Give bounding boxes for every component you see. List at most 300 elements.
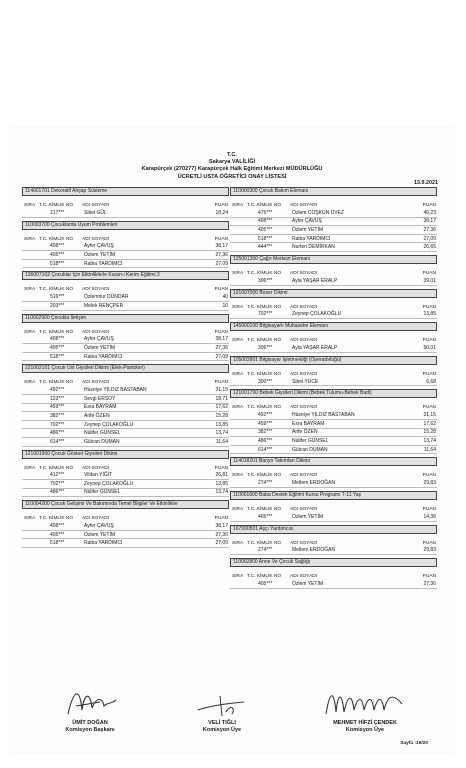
table-header-row (230, 500, 437, 513)
header-adi-soyadi: ADI SOYADI (290, 270, 318, 276)
course-title: 125001300 Çağrı Merkezi Elemanı (230, 255, 437, 264)
table-row (230, 429, 437, 438)
header-sira: SIRA (232, 506, 244, 512)
course-title: 110002800 Anne Ve Çocuk Sağlığı (230, 558, 437, 567)
adi-soyadi: Ayfer ÇAVUŞ (84, 523, 114, 530)
header-puan: PUAN (214, 516, 228, 522)
header-adi-soyadi: ADI SOYADI (290, 473, 318, 479)
header-puan: PUAN (422, 371, 436, 377)
table-row (22, 480, 229, 489)
table-header-row (230, 264, 437, 277)
header-line-3: Karapürçek (270277) Karapürçek Halk Eğitimi Merkezi MÜDÜRLÜĞÜ (141, 166, 323, 173)
header-sira: SIRA (24, 465, 36, 471)
tc-kimlik-no: 300*** (258, 378, 273, 385)
puan-value: 11,64 (215, 438, 228, 445)
course-section (22, 187, 229, 218)
table-header-row (230, 398, 437, 411)
header-adi-soyadi: ADI SOYADI (82, 203, 110, 208)
tc-kimlik-no: 405*** (50, 251, 65, 258)
adi-soyadi: Meltem ERDOĞAN (292, 480, 336, 487)
table-row (230, 226, 437, 235)
adi-soyadi: Özlem YETİM (84, 251, 116, 258)
header-adi-soyadi: ADI SOYADI (82, 236, 110, 242)
header-adi-soyadi: ADI SOYADI (290, 203, 318, 208)
header-tc-kimlik-no: T.C. KİMLİK NO (247, 506, 282, 512)
table-row (22, 438, 229, 447)
puan-value: 14,36 (423, 513, 436, 520)
course-section (22, 500, 229, 548)
table-row (22, 404, 229, 413)
signatory-role-3: Komisyon Üye (345, 727, 385, 733)
puan-value: 31,15 (215, 387, 228, 394)
adi-soyadi: Özlem COŞKUN ÜVEZ (292, 209, 344, 216)
adi-soyadi: Rabia YARDIMCI (84, 540, 123, 547)
tc-kimlik-no: 518*** (50, 260, 65, 267)
puan-value: 18,71 (215, 395, 228, 402)
header-puan: PUAN (422, 338, 436, 344)
table-row (22, 302, 229, 311)
course-title: 110003700 Çocuklarda Uyum Problemleri (22, 221, 229, 230)
course-title: 110002900 Çocukla İletişim (22, 314, 229, 323)
table-header-row (22, 509, 229, 522)
puan-value: 27,36 (215, 344, 228, 351)
table-row (22, 243, 229, 252)
header-tc-kimlik-no: T.C. KİMLİK NO (247, 540, 282, 546)
table-row (230, 580, 437, 589)
puan-value: 13,74 (215, 430, 228, 437)
header-tc-kimlik-no: T.C. KİMLİK NO (247, 203, 282, 208)
course-title: 110004200 Çocuk Gelişimi Ve Bakımında Temel Bilgiler Ve Etkinlikler (22, 500, 229, 509)
puan-value: 39,01 (423, 277, 436, 284)
header-sira: SIRA (24, 329, 36, 335)
tc-kimlik-no: 382*** (50, 412, 65, 419)
course-section (230, 187, 437, 252)
tc-kimlik-no: 614*** (50, 438, 65, 445)
adi-soyadi: Rabia YARDIMCI (84, 260, 123, 267)
header-tc-kimlik-no: T.C. KİMLİK NO (39, 516, 74, 522)
signature-image-1 (60, 684, 120, 720)
course-title: 110001600 Baba Destek Eğitimi Kursu Programı 7-11 Yaş (230, 491, 437, 500)
table-header-row (22, 323, 229, 336)
table-row (22, 293, 229, 302)
signatory-role-1: Komisyon Başkanı (65, 727, 115, 733)
table-row (230, 277, 437, 286)
header-sira: SIRA (232, 338, 244, 344)
puan-value: 26,65 (423, 244, 436, 251)
adi-soyadi: Esra BAYRAM (84, 404, 117, 411)
header-adi-soyadi: ADI SOYADI (290, 405, 318, 411)
table-row (22, 336, 229, 345)
header-line-2: Sakarya VALİLİĞİ (208, 159, 256, 166)
course-section (22, 221, 229, 269)
table-row (230, 420, 437, 429)
table-row (230, 311, 437, 320)
adi-soyadi: Nurten DEMİRKAN (292, 244, 335, 251)
table-header-row (22, 196, 229, 209)
header-puan: PUAN (422, 304, 436, 310)
header-puan: PUAN (214, 465, 228, 471)
table-row (230, 235, 437, 244)
header-puan: PUAN (214, 287, 228, 293)
table-header-row (22, 459, 229, 472)
adi-soyadi: Özlem YETİM (84, 531, 116, 538)
right-column (230, 187, 437, 592)
header-tc-kimlik-no: T.C. KİMLİK NO (39, 380, 74, 386)
table-row (22, 251, 229, 260)
document-date: 13.9.2021 (414, 180, 438, 186)
header-sira: SIRA (24, 516, 36, 522)
tc-kimlik-no: 518*** (50, 353, 65, 360)
adi-soyadi: Rabia YARDIMCI (292, 235, 331, 242)
puan-value: 27,36 (215, 251, 228, 258)
tc-kimlik-no: 274*** (258, 480, 273, 487)
tc-kimlik-no: 405*** (50, 344, 65, 351)
puan-value: 27,36 (423, 580, 436, 587)
table-row (22, 344, 229, 353)
course-section (22, 364, 229, 446)
puan-value: 26,81 (215, 472, 228, 479)
header-tc-kimlik-no: T.C. KİMLİK NO (39, 236, 74, 242)
adi-soyadi: Gülcan DUMAN (84, 438, 120, 445)
puan-value: 13,85 (215, 421, 228, 428)
tc-kimlik-no: 274*** (258, 547, 273, 554)
puan-value: 31,15 (423, 412, 436, 419)
adi-soyadi: Nülifer GÜNSEL (84, 430, 121, 437)
signatory-name-1: ÜMİT DOĞAN (72, 720, 108, 726)
header-adi-soyadi: ADI SOYADI (82, 465, 110, 471)
course-section (22, 314, 229, 362)
header-puan: PUAN (422, 203, 436, 208)
tc-kimlik-no: 444*** (258, 244, 273, 251)
table-row (22, 353, 229, 362)
table-row (230, 411, 437, 420)
table-row (230, 243, 437, 252)
adi-soyadi: Zeynep ÇOLAKOĞLU (84, 480, 134, 487)
signature-block-2 (182, 690, 262, 734)
adi-soyadi: Zeynep ÇOLAKOĞLU (292, 311, 342, 318)
tc-kimlik-no: 518*** (258, 235, 273, 242)
course-section (22, 450, 229, 498)
course-section (230, 457, 437, 488)
course-title: 121002101 Çocuk Üst Giysileri Dikimi (Etek-Pantolon) (22, 364, 229, 373)
page-number: Sayfa :19/20 (400, 741, 428, 746)
adi-soyadi: Ayfer ÇAVUŞ (292, 218, 322, 225)
header-adi-soyadi: ADI SOYADI (290, 304, 318, 310)
adi-soyadi: Özlem YETİM (292, 513, 324, 520)
signatory-name-2: VELİ TIĞLI (208, 720, 236, 726)
header-puan: PUAN (214, 236, 228, 242)
header-tc-kimlik-no: T.C. KİMLİK NO (39, 203, 74, 208)
table-row (22, 472, 229, 481)
header-puan: PUAN (214, 329, 228, 335)
course-section (22, 271, 229, 310)
puan-value: 46,23 (423, 209, 436, 216)
tc-kimlik-no: 516*** (50, 294, 65, 301)
header-sira: SIRA (24, 203, 36, 208)
adi-soyadi: Özlem YETİM (84, 344, 116, 351)
tc-kimlik-no: 518*** (50, 540, 65, 547)
adi-soyadi: Özlemnur DÜNDAR (84, 294, 129, 301)
adi-soyadi: Ayfer ÇAVUŞ (84, 243, 114, 250)
header-puan: PUAN (214, 203, 228, 208)
header-tc-kimlik-no: T.C. KİMLİK NO (247, 574, 282, 580)
header-tc-kimlik-no: T.C. KİMLİK NO (247, 371, 282, 377)
header-sira: SIRA (232, 473, 244, 479)
puan-value: 27,09 (215, 353, 228, 360)
header-sira: SIRA (24, 287, 36, 293)
puan-value: 11,64 (423, 446, 436, 453)
tc-kimlik-no: 614*** (258, 446, 273, 453)
header-tc-kimlik-no: T.C. KİMLİK NO (247, 473, 282, 479)
course-section (230, 389, 437, 454)
table-header-row (22, 230, 229, 243)
header-adi-soyadi: ADI SOYADI (290, 506, 318, 512)
table-row (22, 386, 229, 395)
header-sira: SIRA (24, 380, 36, 386)
adi-soyadi: Nülifer GÜNSEL (84, 489, 121, 496)
table-row (230, 513, 437, 522)
tc-kimlik-no: 412*** (50, 472, 65, 479)
signature-block-3 (310, 684, 420, 734)
header-puan: PUAN (422, 540, 436, 546)
course-title: 121001900 Çocuk Gösteri Giysileri Dikimi (22, 450, 229, 459)
table-row (22, 489, 229, 498)
header-puan: PUAN (422, 506, 436, 512)
table-header-row (230, 196, 437, 209)
puan-value: 13,74 (423, 437, 436, 444)
header-sira: SIRA (232, 270, 244, 276)
header-puan: PUAN (422, 473, 436, 479)
header-sira: SIRA (232, 371, 244, 377)
tc-kimlik-no: 486*** (258, 437, 273, 444)
table-row (22, 531, 229, 540)
tc-kimlik-no: 475*** (258, 209, 273, 216)
course-title: 110000300 Çocuk Bakım Elemanı (230, 187, 437, 196)
left-column (22, 187, 229, 551)
course-section (230, 255, 437, 286)
header-adi-soyadi: ADI SOYADI (290, 371, 318, 377)
table-header-row (230, 331, 437, 344)
tc-kimlik-no: 203*** (50, 302, 65, 309)
tc-kimlik-no: 382*** (258, 429, 273, 436)
tc-kimlik-no: 702*** (50, 421, 65, 428)
header-sira: SIRA (232, 203, 244, 208)
table-row (22, 539, 229, 548)
table-row (230, 437, 437, 446)
header-adi-soyadi: ADI SOYADI (82, 380, 110, 386)
table-header-row (230, 466, 437, 479)
adi-soyadi: Melek RENÇPER (84, 302, 124, 309)
header-tc-kimlik-no: T.C. KİMLİK NO (247, 304, 282, 310)
table-header-row (230, 567, 437, 580)
adi-soyadi: Vildan YİĞİT (84, 472, 113, 479)
puan-value: 15,28 (215, 412, 228, 419)
signature-block-1 (50, 684, 130, 734)
tc-kimlik-no: 408*** (50, 243, 65, 250)
table-row (22, 395, 229, 404)
tc-kimlik-no: 306*** (258, 277, 273, 284)
adi-soyadi: Rabia YARDIMCI (84, 353, 123, 360)
document-page (10, 128, 454, 752)
header-line-4: ÜCRETLİ USTA ÖĞRETİCİ ONAY LİSTESİ (177, 173, 287, 180)
course-section (230, 558, 437, 589)
puan-value: 6,68 (426, 378, 436, 385)
header-sira: SIRA (232, 304, 244, 310)
tc-kimlik-no: 486*** (50, 430, 65, 437)
table-header-row (230, 298, 437, 311)
adi-soyadi: Hüsniye YILDIZ BASTABAN (292, 412, 355, 419)
table-row (22, 429, 229, 438)
puan-value: 38,17 (215, 523, 228, 530)
header-puan: PUAN (422, 270, 436, 276)
table-row (230, 479, 437, 488)
puan-value: 13,85 (215, 480, 228, 487)
tc-kimlik-no: 702*** (258, 311, 273, 318)
puan-value: 38,17 (215, 243, 228, 250)
puan-value: 40 (222, 294, 228, 301)
course-title: 136007102 Çocuklar İçin Etkinliklerle Kuran-ı Kerim Eğitimi 2 (22, 271, 229, 280)
table-header-row (22, 373, 229, 386)
tc-kimlik-no: 459*** (50, 404, 65, 411)
tc-kimlik-no: 408*** (258, 218, 273, 225)
course-title: 114001701 Dekoratif Ahşap Süsleme (22, 187, 229, 196)
puan-value: 27,09 (215, 260, 228, 267)
tc-kimlik-no: 405*** (258, 513, 273, 520)
signatory-name-3: MEHMET HİFZİ ÇENDEK (333, 720, 397, 726)
puan-value: 18,24 (215, 209, 228, 216)
header-line-1: T.C. (227, 152, 237, 158)
table-row (22, 260, 229, 269)
adi-soyadi: Özlem YETİM (292, 226, 324, 233)
puan-value: 13,74 (215, 489, 228, 496)
tc-kimlik-no: 405*** (258, 226, 273, 233)
puan-value: 38,17 (215, 336, 228, 343)
table-row (230, 378, 437, 387)
header-puan: PUAN (422, 574, 436, 580)
tc-kimlik-no: 486*** (50, 489, 65, 496)
adi-soyadi: Hüsniye YILDIZ BASTABAN (84, 387, 147, 394)
header-adi-soyadi: ADI SOYADI (82, 516, 110, 522)
adi-soyadi: Ayla YAŞAR ERALP (292, 277, 338, 284)
table-row (22, 209, 229, 218)
course-title: 105002801 Bilgisayar İşletmenliği (Operatörlüğü) (230, 356, 437, 365)
tc-kimlik-no: 408*** (50, 523, 65, 530)
table-header-row (230, 365, 437, 378)
tc-kimlik-no: 405*** (50, 531, 65, 538)
table-row (230, 344, 437, 353)
puan-value: 50,01 (423, 344, 436, 351)
adi-soyadi: Sibel GÜL (84, 209, 107, 216)
table-row (22, 522, 229, 531)
table-row (230, 547, 437, 556)
puan-value: 17,62 (215, 404, 228, 411)
adi-soyadi: Özlem YETİM (292, 580, 324, 587)
course-title: 121001700 Bebek Giysileri Dikimi (Bebek Tulumu-Bebek Badi) (230, 389, 437, 398)
tc-kimlik-no: 702*** (50, 480, 65, 487)
puan-value: 17,62 (423, 420, 436, 427)
header-sira: SIRA (232, 574, 244, 580)
table-row (230, 446, 437, 455)
header-tc-kimlik-no: T.C. KİMLİK NO (39, 465, 74, 471)
adi-soyadi: Arife ÖZEN (292, 429, 318, 436)
header-sira: SIRA (24, 236, 36, 242)
course-title: 121007000 Boxer Dikimi (230, 289, 437, 298)
course-title: 114018201 Banyo Takımları Dikimi (230, 457, 437, 466)
puan-value: 27,36 (215, 531, 228, 538)
header-adi-soyadi: ADI SOYADI (290, 574, 318, 580)
adi-soyadi: Sevgi ERSOY (84, 395, 116, 402)
tc-kimlik-no: 459*** (258, 420, 273, 427)
signature-image-3 (320, 684, 410, 720)
tc-kimlik-no: 408*** (50, 336, 65, 343)
signature-area (10, 684, 454, 748)
header-tc-kimlik-no: T.C. KİMLİK NO (39, 287, 74, 293)
signatory-role-2: Komisyon Üye (202, 727, 242, 733)
course-section (230, 289, 437, 320)
adi-soyadi: Ayla YAŞAR ERALP (292, 344, 338, 351)
adi-soyadi: Sibel YÜCE (292, 378, 319, 385)
header-puan: PUAN (214, 380, 228, 386)
header-sira: SIRA (232, 405, 244, 411)
puan-value: 29,83 (423, 480, 436, 487)
tc-kimlik-no: 306*** (258, 344, 273, 351)
puan-value: 27,36 (423, 226, 436, 233)
course-section (230, 525, 437, 556)
adi-soyadi: Nülifer GÜNSEL (292, 437, 329, 444)
puan-value: 29,83 (423, 547, 436, 554)
adi-soyadi: Zeynep ÇOLAKOĞLU (84, 421, 134, 428)
course-title: 167000501 Aşçı Yardımcısı (230, 525, 437, 534)
table-row (22, 412, 229, 421)
header-tc-kimlik-no: T.C. KİMLİK NO (247, 405, 282, 411)
puan-value: 10 (222, 302, 228, 309)
course-section (230, 491, 437, 522)
course-title: 145000100 Bilgisayarlı Muhasebe Elemanı (230, 322, 437, 331)
table-header-row (230, 534, 437, 547)
course-section (230, 356, 437, 387)
puan-value: 27,09 (215, 540, 228, 547)
adi-soyadi: Arife ÖZEN (84, 412, 110, 419)
tc-kimlik-no: 217*** (50, 209, 65, 216)
signature-image-2 (192, 690, 252, 720)
header-sira: SIRA (232, 540, 244, 546)
course-section (230, 322, 437, 353)
header-adi-soyadi: ADI SOYADI (82, 287, 110, 293)
table-row (22, 421, 229, 430)
tc-kimlik-no: 123*** (50, 395, 65, 402)
header-adi-soyadi: ADI SOYADI (290, 540, 318, 546)
adi-soyadi: Meltem ERDOĞAN (292, 547, 336, 554)
table-row (230, 209, 437, 218)
adi-soyadi: Ayfer ÇAVUŞ (84, 336, 114, 343)
tc-kimlik-no: 405*** (258, 580, 273, 587)
header-adi-soyadi: ADI SOYADI (290, 338, 318, 344)
puan-value: 13,85 (423, 311, 436, 318)
table-header-row (22, 280, 229, 293)
tc-kimlik-no: 492*** (258, 412, 273, 419)
puan-value: 38,17 (423, 218, 436, 225)
header-tc-kimlik-no: T.C. KİMLİK NO (39, 329, 74, 335)
adi-soyadi: Esra BAYRAM (292, 420, 325, 427)
header-tc-kimlik-no: T.C. KİMLİK NO (247, 338, 282, 344)
adi-soyadi: Gülcan DUMAN (292, 446, 328, 453)
table-row (230, 218, 437, 227)
puan-value: 27,09 (423, 235, 436, 242)
header-puan: PUAN (422, 405, 436, 411)
header-tc-kimlik-no: T.C. KİMLİK NO (247, 270, 282, 276)
document-header (10, 152, 454, 181)
header-adi-soyadi: ADI SOYADI (82, 329, 110, 335)
